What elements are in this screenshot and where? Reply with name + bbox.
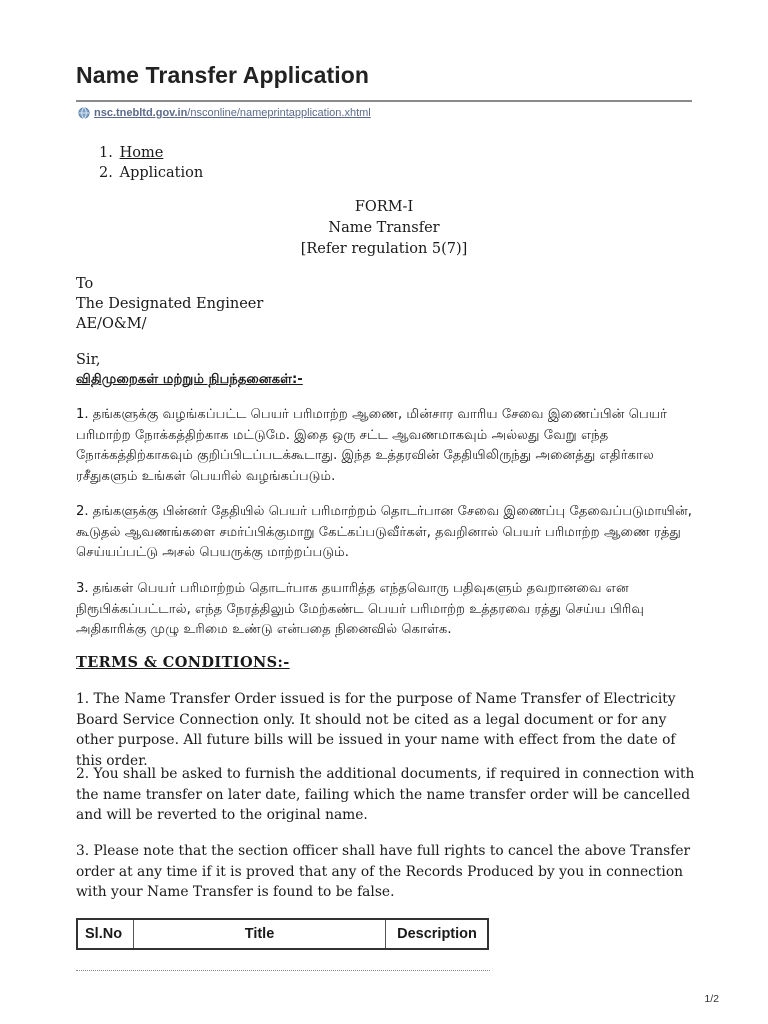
bottom-divider	[76, 970, 490, 971]
description-table	[76, 918, 489, 950]
table-header-description: Description	[386, 919, 489, 950]
table-header-slno: Sl.No	[77, 919, 134, 950]
tamil-term-1: 1. தங்களுக்கு வழங்கப்பட்ட பெயர் பரிமாற்ற ஆணை, மின்சார வாரிய சேவை இணைப்பின் பெயர் பரிமாற்ற நோக்கத்திற்காக மட்டுமே. இதை ஒரு சட்ட ஆவணமாகவும் அல்லது வேறு எந்த நோக்கத்திற்காகவும் குறிப்பிடப்படக்கூடாது. இந்த உத்தரவின் தேதியிலிருந்து அனைத்து எதிர்கால ரசீதுகளும் உங்கள் பெயரில் வழங்கப்படும்.	[76, 407, 668, 484]
form-number: FORM-I	[354, 199, 414, 215]
address-to: To	[76, 276, 94, 292]
breadcrumb	[99, 143, 203, 183]
page-number: 1/2	[704, 993, 719, 1005]
tamil-terms-heading: விதிமுறைகள் மற்றும் நிபந்தனைகள்:-	[76, 372, 303, 387]
application-label: Application	[119, 165, 204, 181]
url-path[interactable]: /nsconline/nameprintapplication.xhtml	[187, 107, 371, 119]
table-header-title: Title	[134, 919, 386, 950]
url-domain[interactable]: nsc.tnebltd.gov.in	[94, 107, 188, 119]
address-block	[76, 274, 696, 334]
source-url[interactable]	[78, 107, 371, 119]
address-recipient: The Designated Engineer	[76, 296, 264, 312]
address-office: AE/O&M/	[76, 316, 147, 332]
breadcrumb-item-application	[99, 163, 203, 183]
english-term-3: 3. Please note that the section officer shall have full rights to cancel the above Transfer order at any time if it is proved that any of the Records Produced by you in connection with your Name Transfer is found to be false.	[76, 843, 691, 900]
form-regulation: [Refer regulation 5(7)]	[300, 241, 468, 257]
salutation: Sir,	[76, 352, 101, 368]
terms-heading: TERMS & CONDITIONS:-	[76, 654, 290, 671]
tamil-term-2: 2. தங்களுக்கு பின்னர் தேதியில் பெயர் பரிமாற்றம் தொடர்பான சேவை இணைப்பு தேவைப்படுமாயின், கூடுதல் ஆவணங்களை சமர்ப்பிக்குமாறு கேட்கப்படுவீர்கள், தவறினால் பெயர் பரிமாற்ற ஆணை ரத்து செய்யப்பட்டு அசல் பெயருக்கு மாற்றப்படும்.	[76, 504, 692, 560]
table-header-row	[77, 919, 489, 950]
breadcrumb-number: 2.	[99, 165, 113, 181]
page-title: Name Transfer Application	[76, 62, 370, 88]
breadcrumb-item-home[interactable]	[99, 143, 203, 163]
english-term-2: 2. You shall be asked to furnish the additional documents, if required in connection with the name transfer on later date, failing which the name transfer order will be cancelled and will be reverted to the original name.	[76, 766, 695, 823]
tamil-term-3: 3. தங்கள் பெயர் பரிமாற்றம் தொடர்பாக தயாரித்த எந்தவொரு பதிவுகளும் தவறானவை என நிரூபிக்கப்பட்டால், எந்த நேரத்திலும் மேற்கண்ட பெயர் பரிமாற்ற உத்தரவை ரத்து செய்ய பிரிவு அதிகாரிக்கு முழு உரிமை உண்டு என்பதை நினைவில் கொள்க.	[76, 581, 645, 637]
home-link[interactable]: Home	[119, 145, 164, 161]
form-subject: Name Transfer	[328, 220, 440, 236]
breadcrumb-number: 1.	[99, 145, 113, 161]
globe-icon	[78, 107, 90, 119]
title-divider	[76, 100, 692, 102]
english-term-1: 1. The Name Transfer Order issued is for the purpose of Name Transfer of Electricity Board Service Connection only. It should not be cited as a legal document or for any other purpose. All future bills will be issued in your name with effect from the date of this order.	[76, 691, 676, 769]
